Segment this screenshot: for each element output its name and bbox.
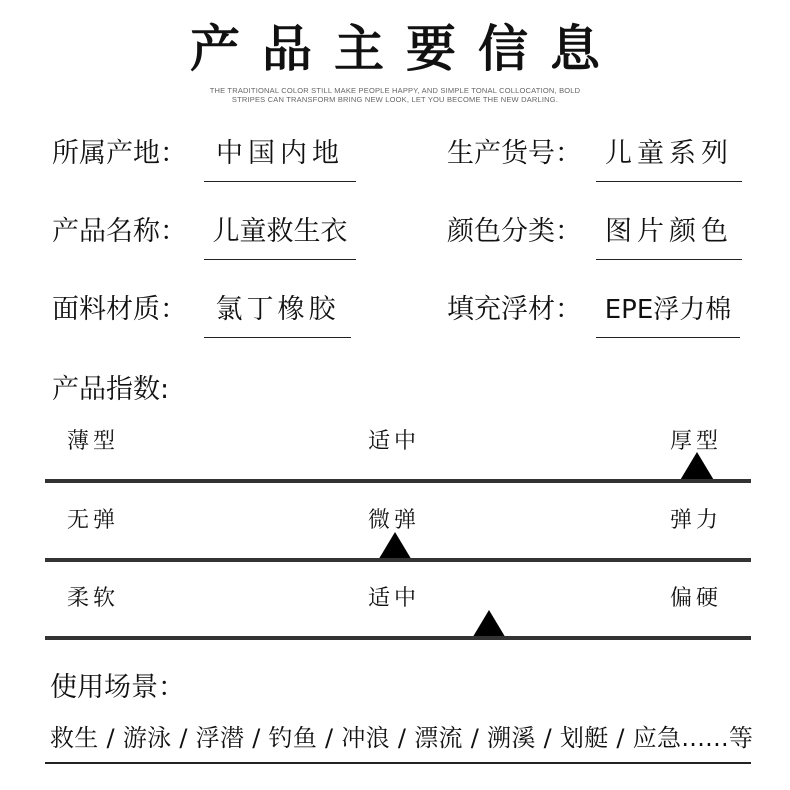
spec-fabric-value: 氯丁橡胶 bbox=[204, 290, 351, 338]
spec-fabric-label: 面料材质： bbox=[52, 294, 187, 325]
subtitle bbox=[0, 86, 790, 104]
spec-item-no-label: 生产货号： bbox=[447, 138, 582, 169]
usage-text: 救生 / 游泳 / 浮潜 / 钓鱼 / 冲浪 / 漂流 / 溯溪 / 划艇 / 应急......等 bbox=[50, 724, 754, 752]
spec-origin-value: 中国内地 bbox=[204, 134, 356, 182]
scale-2-line bbox=[45, 558, 751, 562]
scale-2-left-label: 无弹 bbox=[67, 508, 120, 533]
spec-name bbox=[52, 212, 348, 252]
spec-color-label: 颜色分类： bbox=[447, 216, 582, 247]
scale-3-line bbox=[45, 636, 751, 640]
spec-filler-value: EPE浮力棉 bbox=[596, 290, 740, 338]
subtitle-line-2: STRIPES CAN TRANSFORM BRING NEW LOOK, LET YOU BECOME THE NEW DARLING. bbox=[231, 95, 559, 104]
spec-origin-label: 所属产地： bbox=[52, 138, 187, 169]
spec-fabric bbox=[52, 290, 340, 330]
spec-color bbox=[447, 212, 733, 252]
scale-1-line bbox=[45, 479, 751, 483]
usage-underline bbox=[45, 762, 751, 764]
spec-name-value: 儿童救生衣 bbox=[204, 212, 356, 260]
subtitle-line-1: THE TRADITIONAL COLOR STILL MAKE PEOPLE HAPPY, AND SIMPLE TONAL COLLOCATION, BOLD bbox=[209, 86, 581, 95]
page-title: 产品主要信息 bbox=[190, 20, 622, 78]
scale-3-middle-label: 适中 bbox=[368, 586, 421, 611]
scale-3-left-label: 柔软 bbox=[67, 586, 120, 611]
scale-1-middle-label: 适中 bbox=[368, 429, 421, 454]
scale-1-right-label: 厚型 bbox=[670, 429, 723, 454]
spec-color-value: 图片颜色 bbox=[596, 212, 742, 260]
scale-1-left-label: 薄型 bbox=[67, 429, 120, 454]
spec-filler bbox=[447, 290, 732, 330]
spec-filler-label: 填充浮材： bbox=[447, 294, 582, 325]
usage-title: 使用场景： bbox=[50, 672, 185, 703]
spec-item-no-value: 儿童系列 bbox=[596, 134, 742, 182]
spec-origin bbox=[52, 134, 344, 174]
scale-3-right-label: 偏硬 bbox=[670, 586, 723, 611]
scale-1-marker bbox=[679, 452, 715, 482]
spec-name-label: 产品名称： bbox=[52, 216, 187, 247]
scale-2-middle-label: 微弹 bbox=[368, 508, 421, 533]
index-title: 产品指数: bbox=[52, 374, 170, 405]
scale-2-right-label: 弹力 bbox=[670, 508, 723, 533]
spec-item-no bbox=[447, 134, 733, 174]
